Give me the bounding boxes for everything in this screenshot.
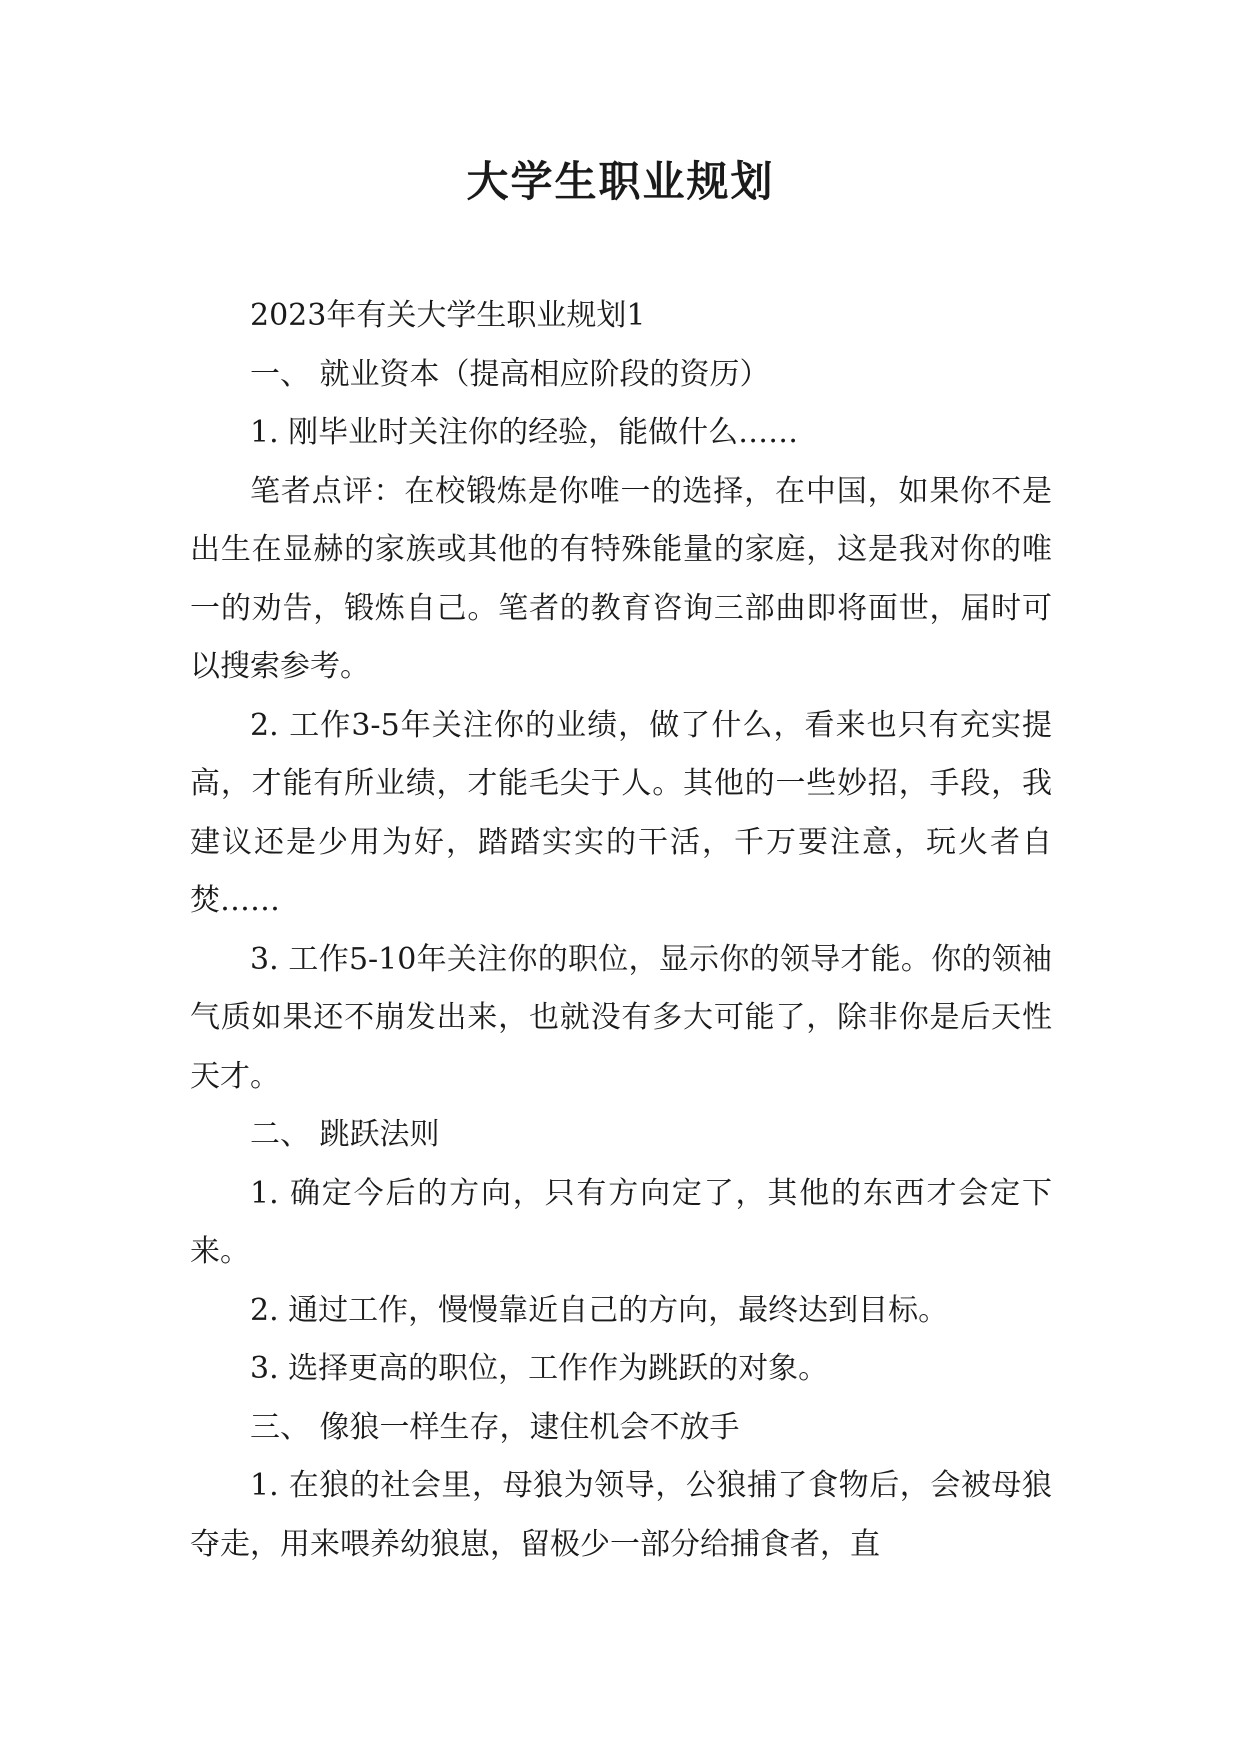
paragraph-item: 1. 确定今后的方向，只有方向定了，其他的东西才会定下来。 bbox=[190, 1175, 1052, 1269]
paragraph-subtitle: 2023年有关大学生职业规划1 bbox=[250, 298, 646, 333]
document-title: 大学生职业规划 bbox=[466, 157, 775, 206]
section-heading-employment-capital: 一、 就业资本（提高相应阶段的资历） bbox=[250, 356, 770, 392]
paragraph-item: 1. 在狼的社会里，母狼为领导，公狼捕了食物后，会被母狼夺走，用来喂养幼狼崽，留极少一部分给捕食者，直 bbox=[190, 1468, 1052, 1562]
paragraph-item: 3. 工作5-10年关注你的职位，显示你的领导才能。你的领袖气质如果还不崩发出来，也就没有多大可能了，除非你是后天性天才。 bbox=[190, 941, 1052, 1094]
paragraph-item: 3. 选择更高的职位，工作作为跳跃的对象。 bbox=[250, 1351, 829, 1386]
paragraph-item: 2. 工作3-5年关注你的业绩，做了什么，看来也只有充实提高，才能有所业绩，才能毛尖于人。其他的一些妙招，手段，我建议还是少用为好，踏踏实实的干活，千万要注意，玩火者自焚…… bbox=[190, 707, 1052, 918]
paragraph-item: 2. 通过工作，慢慢靠近自己的方向，最终达到目标。 bbox=[250, 1292, 949, 1328]
paragraph-item: 1. 刚毕业时关注你的经验，能做什么…… bbox=[250, 415, 799, 450]
section-heading-survive-like-wolf: 三、 像狼一样生存，逮住机会不放手 bbox=[250, 1409, 740, 1445]
paragraph-author-comment: 笔者点评：在校锻炼是你唯一的选择，在中国，如果你不是出生在显赫的家族或其他的有特殊能量的家庭，这是我对你的唯一的劝告，锻炼自己。笔者的教育咨询三部曲即将面世，届时可以搜索参考。 bbox=[190, 473, 1052, 684]
document-body bbox=[190, 287, 1052, 1574]
section-heading-jump-rule: 二、 跳跃法则 bbox=[250, 1117, 440, 1152]
